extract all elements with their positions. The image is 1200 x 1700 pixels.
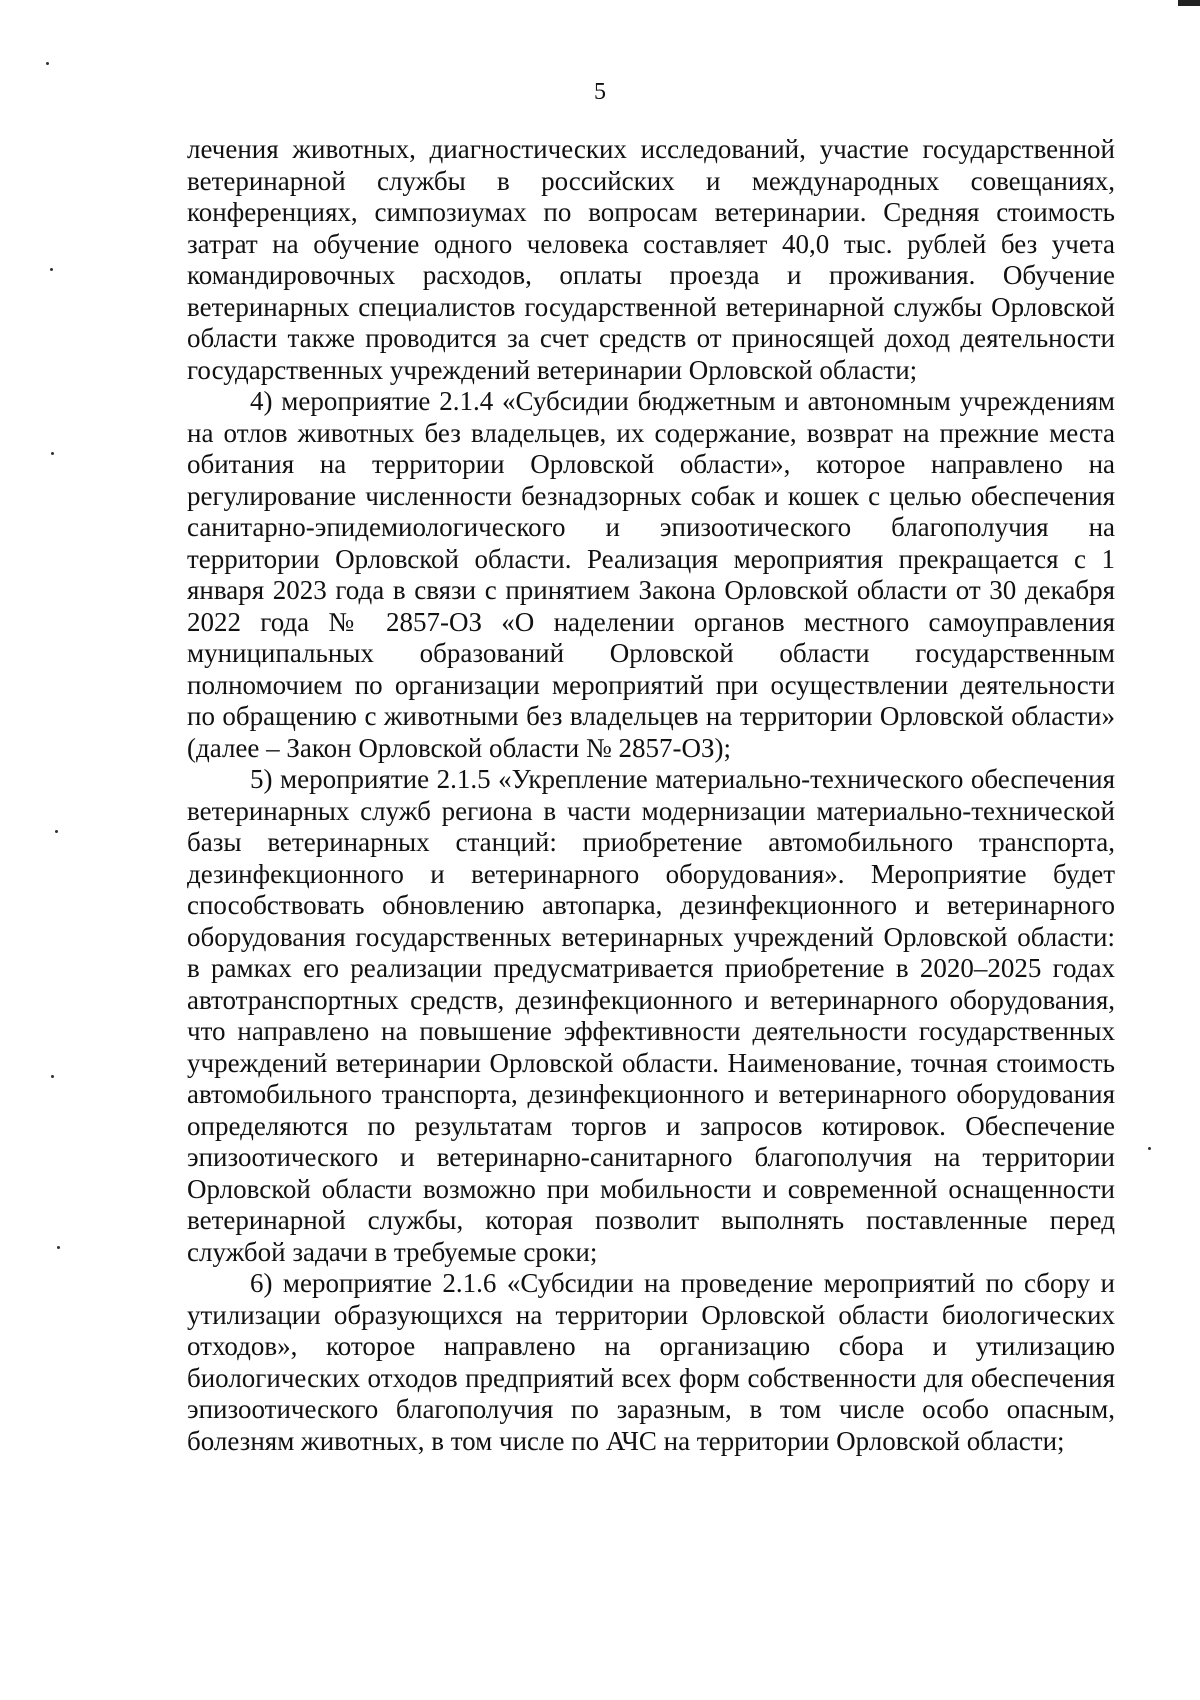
scan-speck <box>1148 1147 1151 1150</box>
paragraph-item-5: 5) мероприятие 2.1.5 «Укрепление материально-технического обеспечения ветеринарных служб региона в части модернизации материально-технической базы ветеринарных станций: приобретение автомобильного транспорта, дезинфекционного и ветеринарного оборудования». Мероприятие будет способствовать обновлению автопарка, дезинфекционного и ветеринарного оборудования государственных ветеринарных учреждений Орловской области: в рамках его реализации предусматривается приобретение в 2020–2025 годах автотранспортных средств, дезинфекционного и ветеринарного оборудования, что направлено на повышение эффективности деятельности государственных учреждений ветеринарии Орловской области. Наименование, точная стоимость автомобильного транспорта, дезинфекционного и ветеринарного оборудования определяются по результатам торгов и запросов котировок. Обеспечение эпизоотического и ветеринарно-санитарного благополучия на территории Орловской области возможно при мобильности и современной оснащенности ветеринарной службы, которая позволит выполнять поставленные перед службой задачи в требуемые сроки; <box>187 764 1115 1267</box>
scan-speck <box>51 1075 54 1078</box>
scan-speck <box>55 830 58 833</box>
paragraph-item-6: 6) мероприятие 2.1.6 «Субсидии на проведение мероприятий по сбору и утилизации образующихся на территории Орловской области биологических отходов», которое направлено на организацию сбора и утилизацию биологических отходов предприятий всех форм собственности для обеспечения эпизоотического благополучия по заразным, в том числе особо опасным, болезням животных, в том числе по АЧС на территории Орловской области; <box>187 1268 1115 1456</box>
paragraph-item-4: 4) мероприятие 2.1.4 «Субсидии бюджетным и автономным учреждениям на отлов животных без владельцев, их содержание, возврат на прежние места обитания на территории Орловской области», которое направлено на регулирование численности безнадзорных собак и кошек с целью обеспечения санитарно-эпидемиологического и эпизоотического благополучия на территории Орловской области. Реализация мероприятия прекращается с 1 января 2023 года в связи с принятием Закона Орловской области от 30 декабря 2022 года № 2857-ОЗ «О наделении органов местного самоуправления муниципальных образований Орловской области государственным полномочием по организации мероприятий при осуществлении деятельности по обращению с животными без владельцев на территории Орловской области» (далее – Закон Орловской области № 2857-ОЗ); <box>187 386 1115 763</box>
page-number: 5 <box>594 79 606 105</box>
scan-speck <box>50 268 53 271</box>
paragraph-continuation: лечения животных, диагностических исследований, участие государственной ветеринарной службы в российских и международных совещаниях, конференциях, симпозиумах по вопросам ветеринарии. Средняя стоимость затрат на обучение одного человека составляет 40,0 тыс. рублей без учета командировочных расходов, оплаты проезда и проживания. Обучение ветеринарных специалистов государственной ветеринарной службы Орловской области также проводится за счет средств от приносящей доход деятельности государственных учреждений ветеринарии Орловской области; <box>187 134 1115 385</box>
scan-edge-mark <box>1178 0 1200 6</box>
scan-speck <box>57 1246 60 1249</box>
document-body <box>187 134 1115 1457</box>
scan-speck <box>51 452 54 455</box>
scan-speck <box>46 62 49 65</box>
